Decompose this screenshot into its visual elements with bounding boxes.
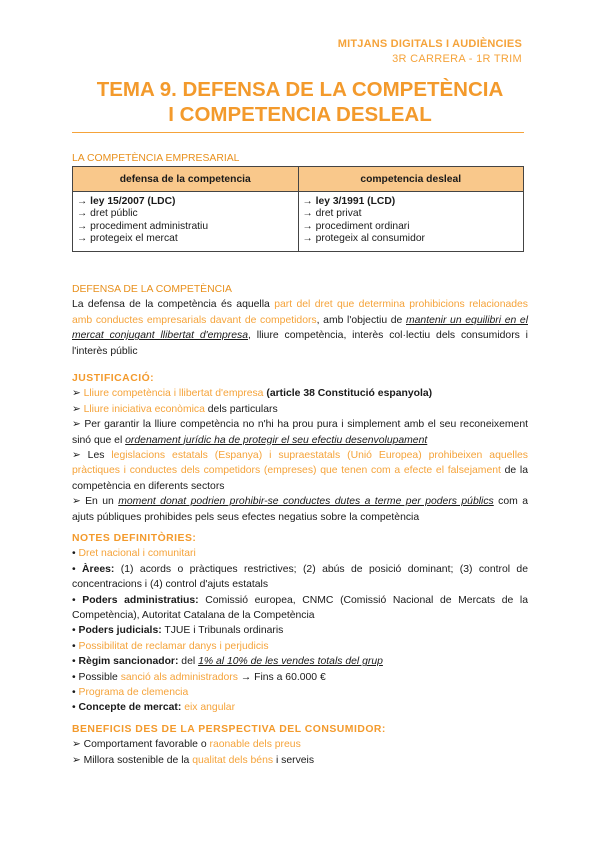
notes-section: NOTES DEFINITÒRIES: • Dret nacional i comunitari • Àrees: (1) acords o pràctiques restrictives; (2) abús de posició dominant; (3) control de concentracions i (4) control d'ajuts estatals • Poders administratius: Comissió europea, CNMC (Comissió Nacional de Mercats de la Competència), Autoritat Catalana de la Competència • Poders judicials: TJUE i Tribunals ordinaris • Possibilitat de reclamar danys i perjudicis • Règim sancionador: del 1% al 10% de les vendes totals del grup • Possible sanció als administradors → Fins a 60.000 € • Programa de clemencia • Concepte de mercat: eix angular <box>72 533 528 714</box>
page-title: TEMA 9. DEFENSA DE LA COMPETÈNCIA I COMPETENCIA DESLEAL <box>96 78 504 126</box>
table-cell-defensa: → ley 15/2007 (LDC) → dret públic → procediment administratiu → protegeix el mercat <box>73 192 299 252</box>
table-cell-desleal: → ley 3/1991 (LCD) → dret privat → procediment ordinari → protegeix al consumidor <box>298 192 524 252</box>
justificacio-section: JUSTIFICACIÓ: ➢ Lliure competència i llibertat d'empresa (article 38 Constitució espanyola) ➢ Lliure iniciativa econòmica dels particulars ➢ Per garantir la lliure competència no n'hi ha prou pura i simplement amb el seu reconeixement sinó que el ordenament jurídic ha de protegir el seu efectiu desenvolupament ➢ Les legislacions estatals (Espanya) i supraestatals (Unió Europea) prohibeixen aquelles pràctiques i conductes dels competidors (empreses) que tenen com a efecte el falsejament de la competència en diferents sectors ➢ En un moment donat podrien prohibir-se conductes dutes a terme per poders públics com a ajuts públiques prohibides pels seus efectes negatius sobre la competència <box>72 373 529 523</box>
title-divider <box>72 132 524 133</box>
comparison-table <box>72 166 524 252</box>
beneficis-section: BENEFICIS DES DE LA PERSPECTIVA DEL CONSUMIDOR: ➢ Comportament favorable o raonable dels preus ➢ Millora sostenible de la qualitat dels béns i serveis <box>72 724 386 766</box>
table-header-desleal: competencia desleal <box>298 167 524 192</box>
defensa-section: DEFENSA DE LA COMPETÈNCIA La defensa de la competència és aquella part del dret que determina prohibicions relacionades amb conductes empresarials davant de competidors, amb l'objectiu de mantenir un equilibri en el mercat conjugant llibertat d'empresa, lliure competència, interès col·lectiu dels consumidors i l'interès públic <box>72 284 528 357</box>
term-header: 3R CARRERA - 1R TRIM <box>392 53 522 65</box>
table-header-defensa: defensa de la competencia <box>73 167 299 192</box>
course-header: MITJANS DIGITALS I AUDIÈNCIES <box>337 38 522 50</box>
empresarial-heading: LA COMPETÈNCIA EMPRESARIAL <box>72 153 240 164</box>
